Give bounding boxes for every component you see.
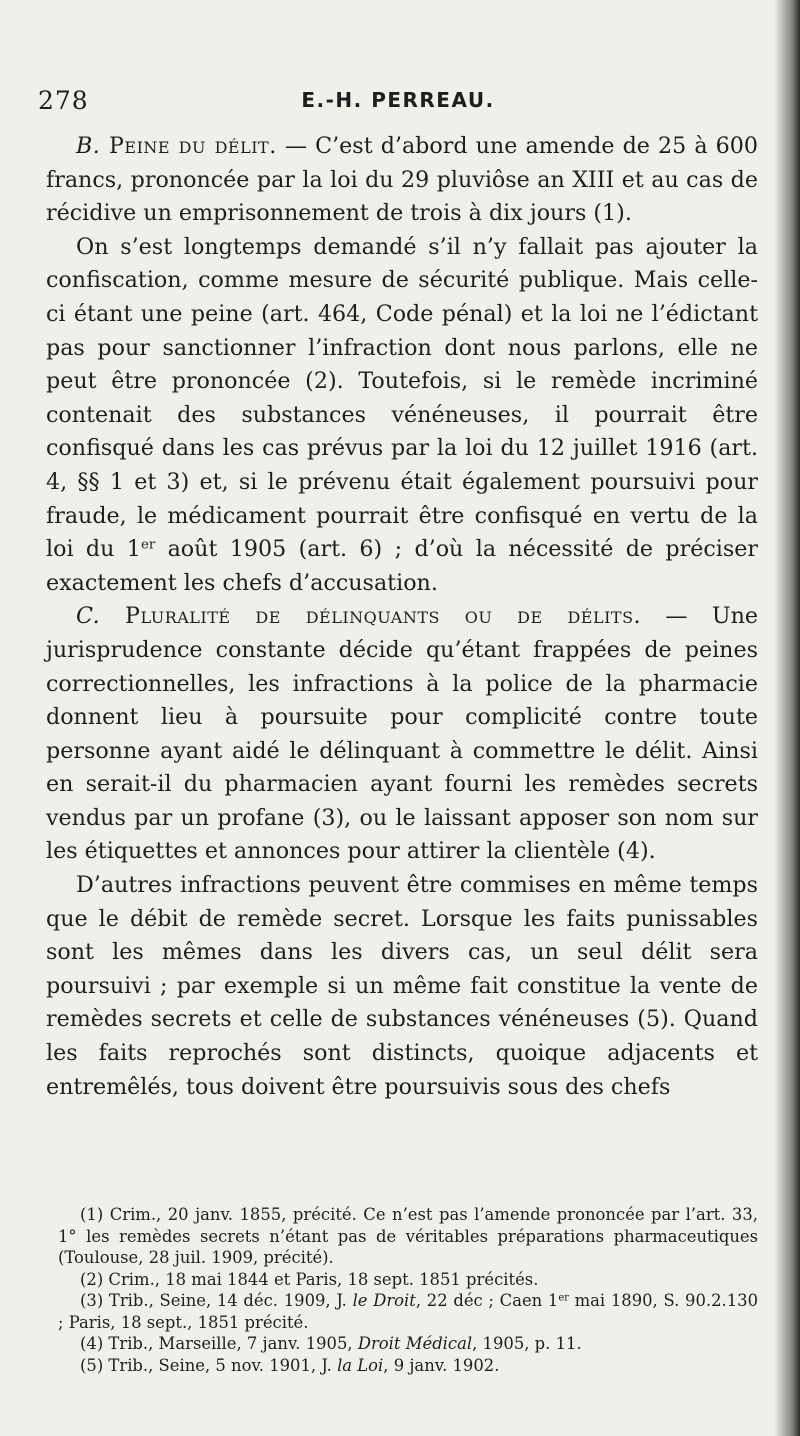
footnote-3 <box>58 1290 758 1333</box>
footnote-text: , 9 janv. 1902. <box>383 1355 500 1375</box>
footnote-text: (5) Trib., Seine, 5 nov. 1901, J. <box>80 1355 338 1375</box>
footnotes <box>58 1204 758 1376</box>
paragraph-text-end: août 1905 (art. 6) ; d’où la nécessité de préciser exactement les chefs d’accusation. <box>46 536 759 596</box>
section-letter: C. <box>76 603 101 630</box>
section-heading-b <box>76 133 277 159</box>
scan-shadow-edge <box>774 0 800 1436</box>
paragraph-text: — Une jurisprudence constante décide qu’étant frappées de peines correctionnelles, les infractions à la police de la pharmacie donnent lieu à poursuite pour complicité contre toute personne ayant aidé le délinquant à commettre le délit. Ainsi en serait-il du pharmacien ayant fourni les remèdes secrets vendus par un profane (3), ou le laissant apposer son nom sur les étiquettes et annonces pour attirer la clientèle (4). <box>46 603 758 865</box>
page-header <box>38 86 758 126</box>
footnote-2: (2) Crim., 18 mai 1844 et Paris, 18 sept. 1851 précités. <box>80 1269 539 1289</box>
section-title: Peine du délit. <box>108 133 277 159</box>
footnote-5 <box>58 1355 758 1377</box>
footnote-italic: la Loi <box>337 1355 384 1375</box>
section-heading-c <box>76 603 641 629</box>
section-title: Pluralité de délinquants ou de délits. <box>125 603 642 630</box>
footnote-text: (4) Trib., Marseille, 7 janv. 1905, <box>80 1334 358 1353</box>
running-head: E.-H. PERREAU. <box>301 88 495 112</box>
section-letter: B. <box>76 133 101 159</box>
paragraph-text: — C’est d’abord une amende de 25 à 600 francs, prononcée par la loi du 29 pluviôse an XIII et au cas de récidive un emprisonnement de trois à dix jours (1). <box>46 133 758 227</box>
footnote-text: mai 1890, S. 90.2.130 ; Paris, 18 sept., 1851 précité. <box>58 1291 759 1332</box>
paragraph-text: On s’est longtemps demandé s’il n’y fallait pas ajouter la confiscation, comme mesure de sécurité publique. Mais celle-ci étant une peine (art. 464, Code pénal) et la loi ne l’édictant pas pour sanctionner l’infraction dont nous parlons, elle ne peut être prononcée (2). Toutefois, si le remède incriminé contenait des substances vénéneuses, il pourrait être confisqué dans les cas prévus par la loi du 12 juillet 1916 (art. 4, §§ 1 et 3) et, si le prévenu était également poursuivi pour fraude, le médicament pourrait être confisqué en vertu de la loi du 1 <box>46 233 758 563</box>
paragraph-confiscation <box>46 231 758 601</box>
footnote-text: , 1905, p. 11. <box>472 1334 582 1353</box>
paragraph-autres-infractions <box>46 869 758 1104</box>
paragraph-text: D’autres infractions peuvent être commises en même temps que le débit de remède secret. Lorsque les faits punissables sont les mêmes dans les divers cas, un seul délit sera poursuivi ; par exemple si un même fait constitue la vente de remèdes secrets et celle de substances vénéneuses (5). Quand les faits reprochés sont distincts, quoique adjacents et entremêlés, tous doivent être poursuivis sous des chefs <box>46 872 758 1100</box>
superscript: er <box>140 537 156 553</box>
footnote-italic: Droit Médical <box>357 1334 473 1353</box>
page-number: 278 <box>38 86 89 115</box>
footnote-text: (3) Trib., Seine, 14 déc. 1909, J. <box>80 1291 353 1310</box>
superscript: er <box>558 1292 569 1304</box>
footnote-4 <box>58 1333 758 1355</box>
paragraph-peine-du-delit <box>46 130 758 231</box>
footnote-italic: le Droit <box>352 1291 416 1310</box>
paragraph-pluralite <box>46 600 758 869</box>
footnote-1: (1) Crim., 20 janv. 1855, précité. Ce n’est pas l’amende prononcée par l’art. 33, 1° les remèdes secrets n’étant pas de véritables préparations pharmaceutiques (Toulouse, 28 juil. 1909, précité). <box>58 1205 758 1267</box>
footnote-text: , 22 déc ; Caen 1 <box>415 1291 559 1310</box>
body-text <box>46 130 758 1104</box>
